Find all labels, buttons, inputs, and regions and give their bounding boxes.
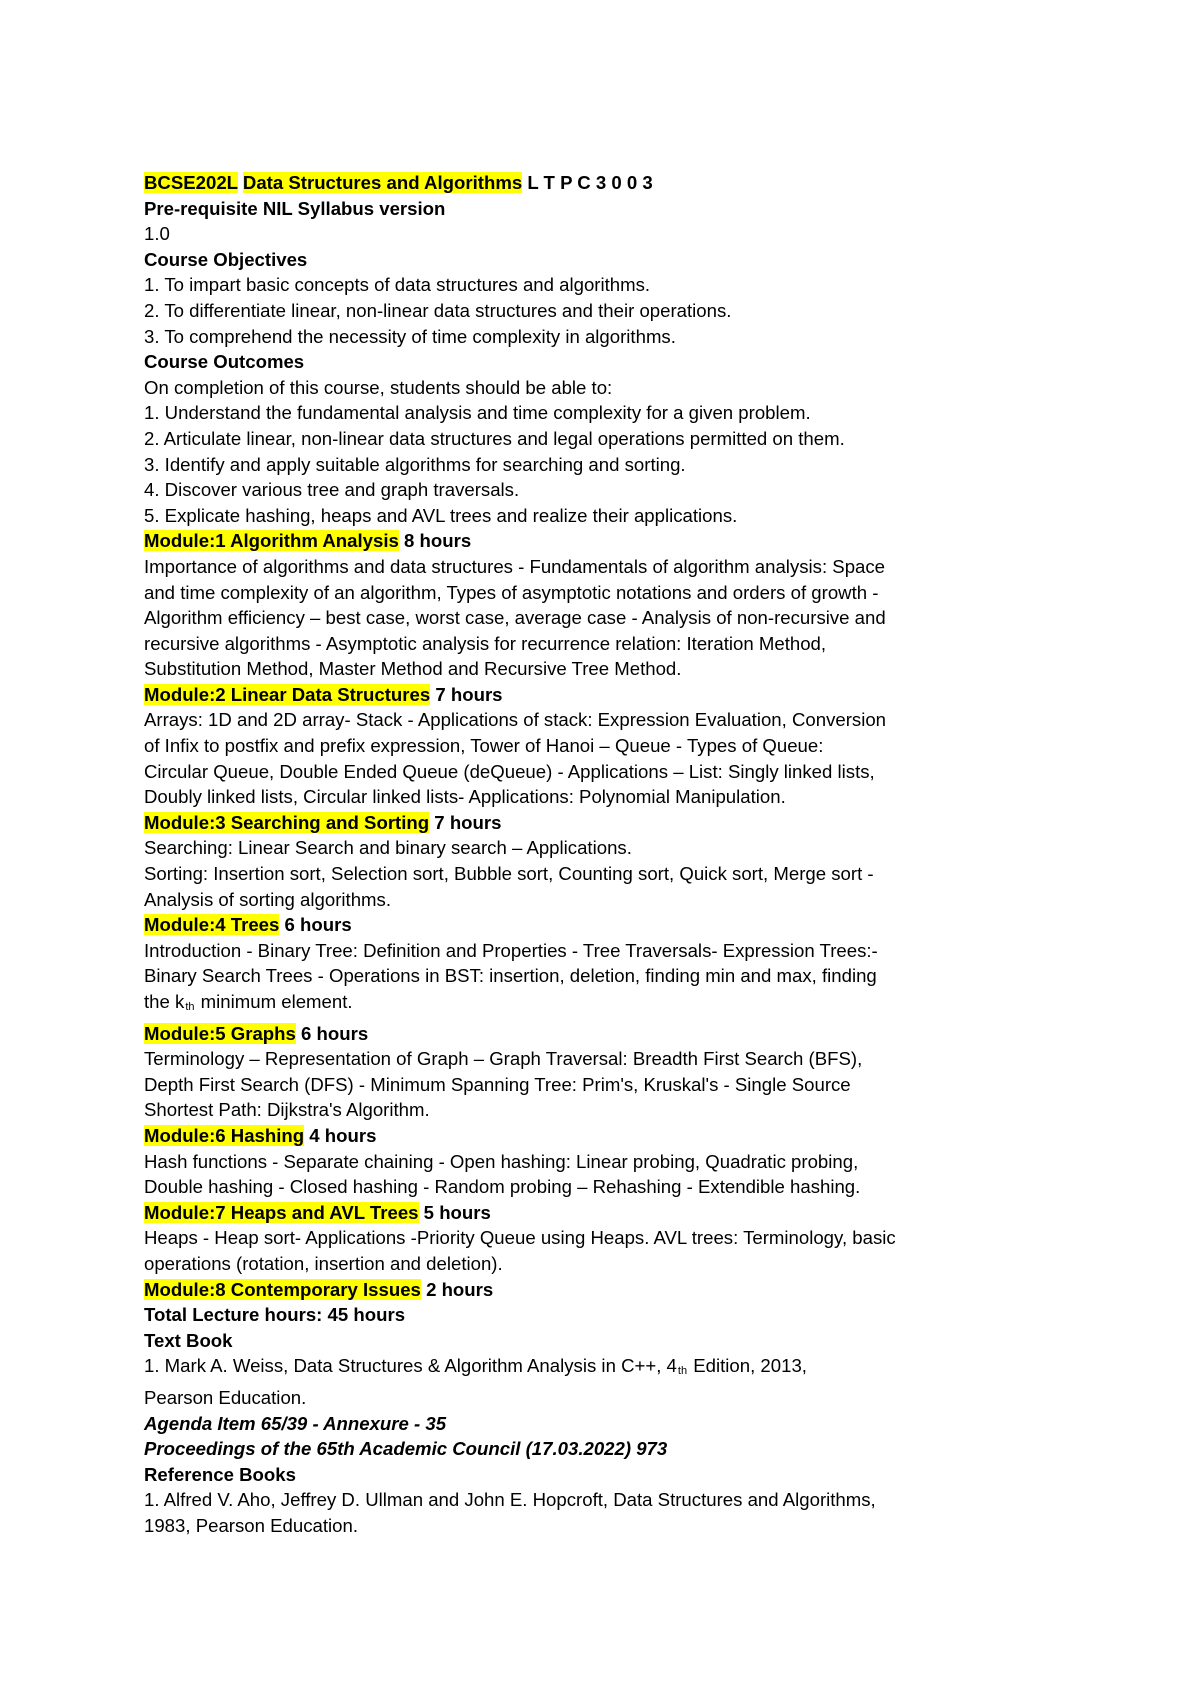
module-text: operations (rotation, insertion and deletion). xyxy=(144,1252,503,1274)
module-title: Module:2 Linear Data Structures xyxy=(144,683,431,705)
module-hours: 6 hours xyxy=(295,1022,369,1044)
module-heading xyxy=(144,1123,1074,1149)
agenda-footer: Agenda Item 65/39 - Annexure - 35 xyxy=(144,1412,447,1434)
module-text: Terminology – Representation of Graph – Graph Traversal: Breadth First Search (BFS), xyxy=(144,1048,863,1070)
module-hours: 6 hours xyxy=(279,914,352,936)
textbook-publisher: Pearson Education. xyxy=(144,1386,307,1408)
module-text xyxy=(144,989,1074,1021)
module-text: Heaps - Heap sort- Applications -Priority Queue using Heaps. AVL trees: Terminology, basic xyxy=(144,1227,896,1249)
syllabus-version: 1.0 xyxy=(144,223,170,245)
module-text: Doubly linked lists, Circular linked lists- Applications: Polynomial Manipulation. xyxy=(144,786,786,808)
module-heading xyxy=(144,682,1074,708)
reference-entry: 1. Alfred V. Aho, Jeffrey D. Ullman and John E. Hopcroft, Data Structures and Algorithms, xyxy=(144,1489,876,1511)
objective-item: 1. To impart basic concepts of data structures and algorithms. xyxy=(144,274,651,296)
reference-heading: Reference Books xyxy=(144,1463,296,1485)
module-text: Substitution Method, Master Method and Recursive Tree Method. xyxy=(144,658,682,680)
outcomes-heading: Course Outcomes xyxy=(144,351,305,373)
module-hours: 4 hours xyxy=(304,1124,377,1146)
module-heading xyxy=(144,1200,1074,1226)
textbook-text: 1. Mark A. Weiss, Data Structures & Algorithm Analysis in C++, 4 xyxy=(144,1355,677,1377)
module-hours: 5 hours xyxy=(418,1201,491,1223)
outcomes-intro: On completion of this course, students should be able to: xyxy=(144,376,613,398)
ordinal-suffix: th xyxy=(677,1365,688,1378)
module-title: Module:8 Contemporary Issues xyxy=(144,1278,421,1300)
module-text: and time complexity of an algorithm, Types of asymptotic notations and orders of growth - xyxy=(144,581,879,603)
objective-item: 3. To comprehend the necessity of time complexity in algorithms. xyxy=(144,325,676,347)
module-hours: 8 hours xyxy=(398,530,472,552)
module-hours: 7 hours xyxy=(429,811,502,833)
outcome-item: 5. Explicate hashing, heaps and AVL trees and realize their applications. xyxy=(144,504,738,526)
module-text: Depth First Search (DFS) - Minimum Spanning Tree: Prim's, Kruskal's - Single Source xyxy=(144,1073,851,1095)
proceedings-footer: Proceedings of the 65th Academic Council (17.03.2022) 973 xyxy=(144,1438,668,1460)
module-heading xyxy=(144,810,1074,836)
module-text-part: the k xyxy=(144,991,185,1012)
module-title: Module:3 Searching and Sorting xyxy=(144,811,430,833)
objectives-heading: Course Objectives xyxy=(144,248,308,270)
outcome-item: 4. Discover various tree and graph traversals. xyxy=(144,479,520,501)
ltpc: L T P C 3 0 0 3 xyxy=(522,172,653,193)
module-text-part: minimum element. xyxy=(195,991,353,1012)
ordinal-suffix: th xyxy=(185,1001,195,1013)
module-text: Introduction - Binary Tree: Definition and Properties - Tree Traversals- Expression Trees:- xyxy=(144,939,878,961)
outcome-item: 3. Identify and apply suitable algorithms for searching and sorting. xyxy=(144,453,686,475)
textbook-text: Edition, 2013, xyxy=(688,1355,807,1377)
textbook-heading: Text Book xyxy=(144,1329,233,1351)
objective-item: 2. To differentiate linear, non-linear data structures and their operations. xyxy=(144,299,732,321)
module-heading xyxy=(144,1021,1074,1047)
module-text: Sorting: Insertion sort, Selection sort, Bubble sort, Counting sort, Quick sort, Merge sort - xyxy=(144,863,874,885)
module-title: Module:6 Hashing xyxy=(144,1124,305,1146)
course-title: Data Structures and Algorithms xyxy=(242,172,523,193)
module-title: Module:1 Algorithm Analysis xyxy=(144,530,399,552)
course-header xyxy=(144,170,1074,196)
module-text: Circular Queue, Double Ended Queue (deQueue) - Applications – List: Singly linked lists, xyxy=(144,760,875,782)
module-text: of Infix to postfix and prefix expression, Tower of Hanoi – Queue - Types of Queue: xyxy=(144,735,824,757)
outcome-item: 1. Understand the fundamental analysis and time complexity for a given problem. xyxy=(144,402,811,424)
module-hours: 2 hours xyxy=(420,1278,494,1300)
outcome-item: 2. Articulate linear, non-linear data structures and legal operations permitted on them. xyxy=(144,427,845,449)
module-text: Importance of algorithms and data structures - Fundamentals of algorithm analysis: Space xyxy=(144,555,886,577)
course-code: BCSE202L xyxy=(144,172,238,193)
module-text: recursive algorithms - Asymptotic analysis for recurrence relation: Iteration Method, xyxy=(144,632,827,654)
module-text: Searching: Linear Search and binary search – Applications. xyxy=(144,837,632,859)
module-text: Hash functions - Separate chaining - Open hashing: Linear probing, Quadratic probing, xyxy=(144,1150,859,1172)
module-heading xyxy=(144,912,1074,938)
syllabus-document xyxy=(144,170,1074,1538)
module-text: Binary Search Trees - Operations in BST: insertion, deletion, finding min and max, finding xyxy=(144,965,877,987)
prerequisite: Pre-requisite NIL Syllabus version xyxy=(144,197,446,219)
module-text: Shortest Path: Dijkstra's Algorithm. xyxy=(144,1099,430,1121)
module-text: Algorithm efficiency – best case, worst case, average case - Analysis of non-recursive and xyxy=(144,607,886,629)
module-title: Module:5 Graphs xyxy=(144,1022,296,1044)
module-title: Module:7 Heaps and AVL Trees xyxy=(144,1201,419,1223)
module-hours: 7 hours xyxy=(430,683,503,705)
module-title: Module:4 Trees xyxy=(144,914,280,936)
module-heading xyxy=(144,528,1074,554)
module-text: Arrays: 1D and 2D array- Stack - Applications of stack: Expression Evaluation, Conversion xyxy=(144,709,887,731)
module-text: Analysis of sorting algorithms. xyxy=(144,888,391,910)
module-text: Double hashing - Closed hashing - Random probing – Rehashing - Extendible hashing. xyxy=(144,1176,861,1198)
reference-entry: 1983, Pearson Education. xyxy=(144,1514,358,1536)
total-lecture-hours: Total Lecture hours: 45 hours xyxy=(144,1304,406,1326)
textbook-entry xyxy=(144,1353,1074,1385)
module-heading xyxy=(144,1277,1074,1303)
